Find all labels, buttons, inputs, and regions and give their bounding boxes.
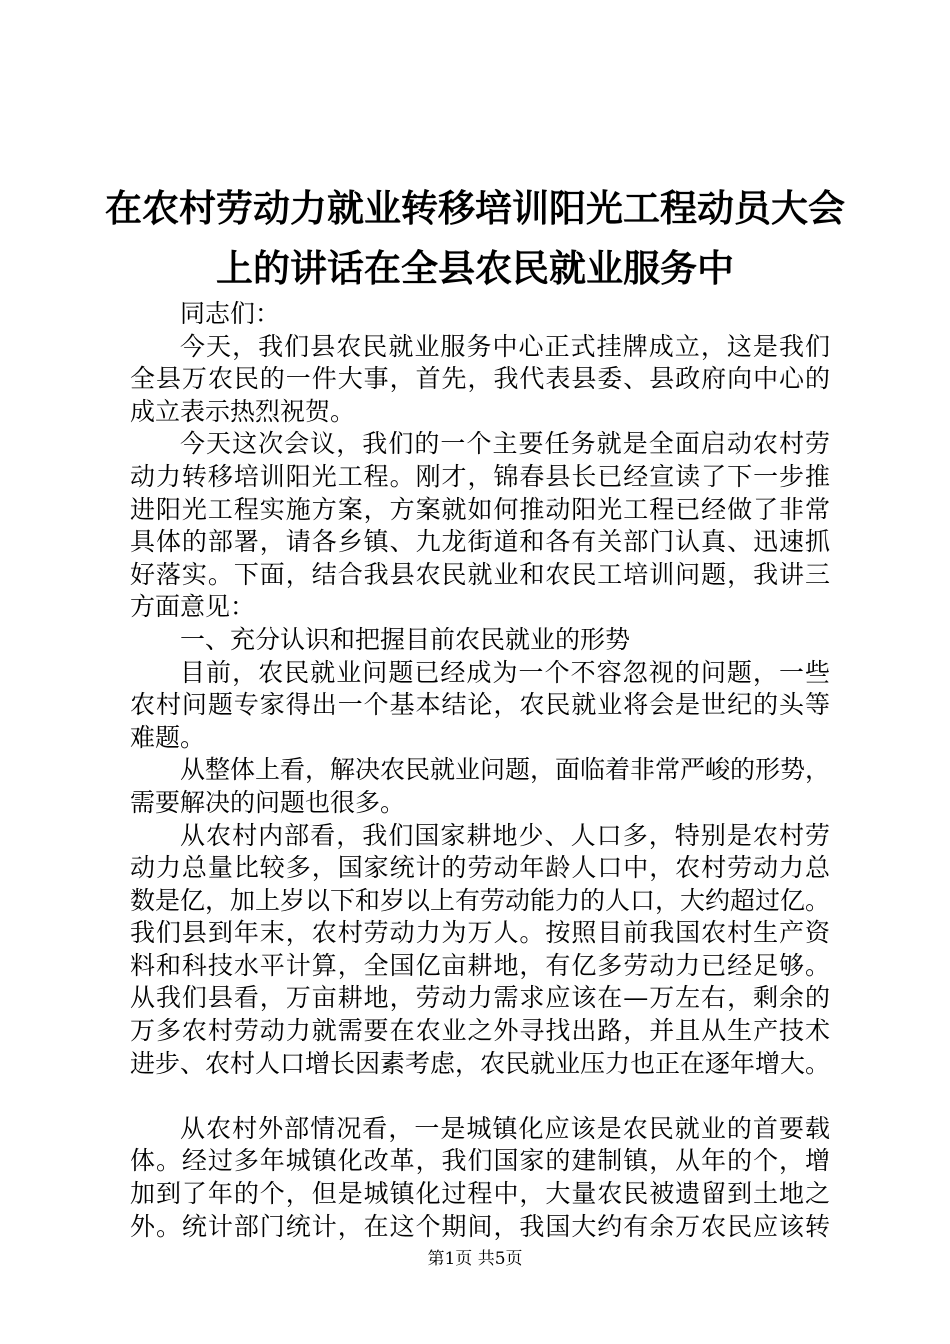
body-line-text: 动力转移培训阳光工程。刚才，锦春县长已经宣读了下一步推 (130, 461, 830, 491)
body-line-text: 农村问题专家得出一个基本结论，农民就业将会是世纪的头等 (130, 690, 830, 720)
body-line (130, 1211, 830, 1244)
body-line (130, 461, 830, 494)
body-line-text: 我们县到年末，农村劳动力为万人。按照目前我国农村生产资 (130, 918, 830, 948)
body-line-text: 进阳光工程实施方案，方案就如何推动阳光工程已经做了非常 (130, 494, 830, 524)
body-line (130, 331, 830, 364)
body-line (130, 1080, 830, 1113)
body-line (130, 363, 830, 396)
page-footer: 第1页 共5页 (427, 1249, 523, 1269)
body-line-text: 全县万农民的一件大事，首先，我代表县委、县政府向中心的 (130, 364, 830, 394)
body-line-text: 目前，农民就业问题已经成为一个不容忽视的问题，一些 (180, 657, 830, 687)
body-line (130, 428, 830, 461)
body-line (130, 624, 830, 657)
body-line-text: 一、充分认识和把握目前农民就业的形势 (180, 624, 631, 654)
body-line (130, 1113, 830, 1146)
body-line-text: 进步、农村人口增长因素考虑，农民就业压力也正在逐年增大。 (130, 1048, 831, 1078)
body-line (130, 1145, 830, 1178)
body-line-text: 今天这次会议，我们的一个主要任务就是全面启动农村劳 (180, 429, 830, 459)
body-line-text: 方面意见： (130, 592, 256, 622)
body-line (130, 591, 830, 624)
body-line (130, 526, 830, 559)
body-line-text: 同志们： (180, 299, 281, 328)
document-body (130, 298, 830, 1243)
body-line (130, 689, 830, 722)
body-line (130, 852, 830, 885)
document-title-line-2: 上的讲话在全县农民就业服务中 (216, 246, 734, 290)
body-line-text: 从我们县看，万亩耕地，劳动力需求应该在—万左右，剩余的 (130, 983, 830, 1013)
body-line (130, 787, 830, 820)
body-line-text: 料和科技水平计算，全国亿亩耕地，有亿多劳动力已经足够。 (130, 950, 830, 980)
body-line (130, 982, 830, 1015)
body-line-text: 从整体上看，解决农民就业问题，面临着非常严峻的形势， (180, 755, 831, 785)
body-line (130, 559, 830, 592)
body-line (130, 494, 830, 527)
body-line (130, 1015, 830, 1048)
body-line-text: 具体的部署，请各乡镇、九龙街道和各有关部门认真、迅速抓 (130, 527, 830, 557)
body-line-text: 从农村外部情况看，一是城镇化应该是农民就业的首要载 (180, 1113, 830, 1143)
body-line-text: 成立表示热烈祝贺。 (130, 396, 356, 426)
body-line (130, 298, 830, 331)
body-line-text: 从农村内部看，我们国家耕地少、人口多，特别是农村劳 (180, 820, 830, 850)
body-line (130, 657, 830, 690)
body-line (130, 885, 830, 918)
body-line-text: 好落实。下面，结合我县农民就业和农民工培训问题，我讲三 (130, 559, 830, 589)
body-line-text: 万多农村劳动力就需要在农业之外寻找出路，并且从生产技术 (130, 1016, 830, 1046)
body-line (130, 1178, 830, 1211)
body-line (130, 722, 830, 755)
body-line-text: 加到了年的个，但是城镇化过程中，大量农民被遗留到土地之 (130, 1179, 830, 1209)
body-line (130, 754, 830, 787)
document-title-line-1: 在农村劳动力就业转移培训阳光工程动员大会 (105, 186, 845, 230)
body-line (130, 1048, 830, 1081)
body-line-text: 难题。 (130, 722, 206, 752)
body-line (130, 950, 830, 983)
body-line-text: 需要解决的问题也很多。 (130, 787, 406, 817)
body-line-text: 数是亿，加上岁以下和岁以上有劳动能力的人口，大约超过亿。 (130, 885, 831, 915)
body-line-text: 动力总量比较多，国家统计的劳动年龄人口中，农村劳动力总 (130, 853, 830, 883)
body-line (130, 820, 830, 853)
body-line (130, 917, 830, 950)
body-line-text: 今天，我们县农民就业服务中心正式挂牌成立，这是我们 (180, 331, 830, 361)
body-line (130, 396, 830, 429)
body-line-text: 外。统计部门统计，在这个期间，我国大约有余万农民应该转 (130, 1211, 830, 1241)
body-line-text: 体。经过多年城镇化改革，我们国家的建制镇，从年的个，增 (130, 1146, 830, 1176)
